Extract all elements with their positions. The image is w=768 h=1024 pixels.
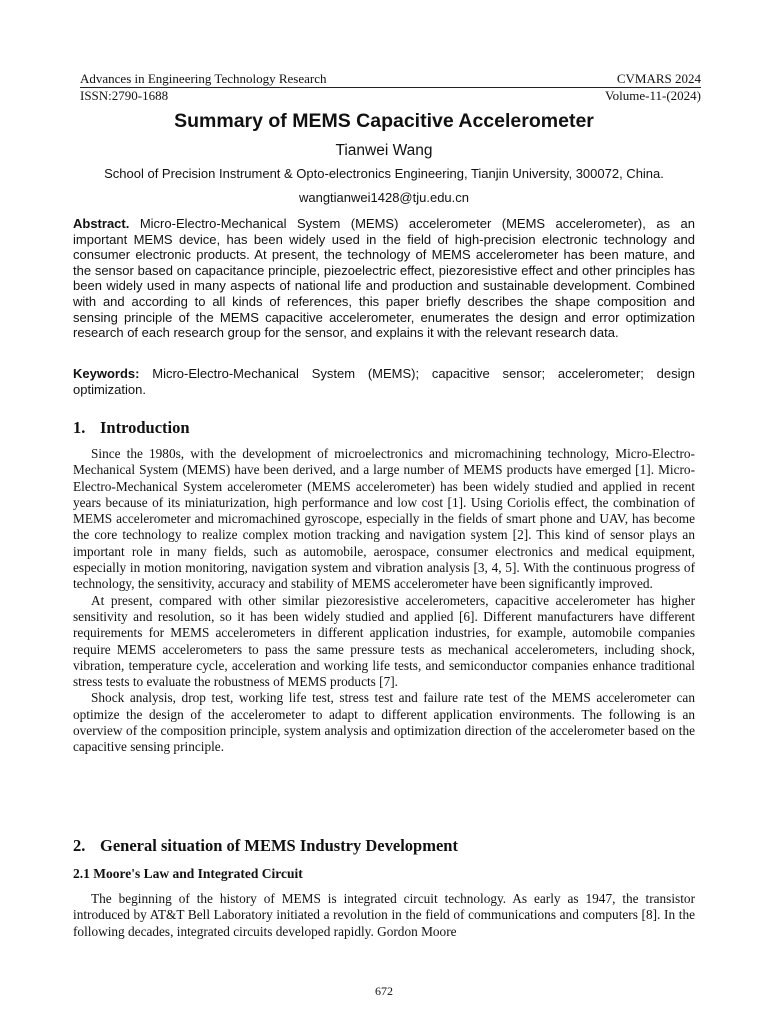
section-title: Introduction xyxy=(100,418,190,437)
keywords-text: Micro-Electro-Mechanical System (MEMS); capacitive sensor; accelerometer; design optimization. xyxy=(73,366,695,397)
running-header xyxy=(80,71,701,103)
keywords-label: Keywords: xyxy=(73,366,140,381)
paragraph: The beginning of the history of MEMS is integrated circuit technology. As early as 1947, the transistor introduced by AT&T Bell Laboratory initiated a revolution in the field of communications and computers [8]. In the following decades, integrated circuits developed rapidly. Gordon Moore xyxy=(73,891,695,939)
paragraph: Since the 1980s, with the development of microelectronics and micromachining technology, Micro-Electro-Mechanical System (MEMS) have been derived, and a large number of MEMS products have emerged [1]. Micro-Electro-Mechanical System accelerometer (MEMS accelerometer) has been widely studied and applied in recent years because of its miniaturization, high performance and low cost [1]. Using Coriolis effect, the combination of MEMS accelerometer and micromachined gyroscope, especially in the fields of smart phone and UAV, has become the core technology to realize complex motion tracking and navigation system [2]. This kind of sensor plays an important role in many fields, such as automobile, aerospace, consumer electronics and medical equipment, especially in motion monitoring, navigation system and vibration analysis [3, 4, 5]. With the continuous progress of technology, the sensitivity, accuracy and stability of MEMS accelerometer have been significantly improved. xyxy=(73,446,695,592)
paper-title: Summary of MEMS Capacitive Accelerometer xyxy=(174,110,594,132)
section-1-body xyxy=(73,446,695,756)
abstract-label: Abstract. xyxy=(73,216,130,231)
header-row-bottom xyxy=(80,88,701,103)
subsection-2-1-body xyxy=(73,891,695,940)
paragraph: Shock analysis, drop test, working life test, stress test and failure rate test of the MEMS accelerometer can optimize the design of the accelerometer to adapt to different application environments. The following is an overview of the composition principle, system analysis and optimization direction of the accelerometer based on the capacitive sensing principle. xyxy=(73,690,695,755)
subsection-2-1-heading: 2.1 Moore's Law and Integrated Circuit xyxy=(73,866,303,881)
section-2-heading xyxy=(73,836,458,856)
page-number: 672 xyxy=(375,984,393,998)
paragraph: At present, compared with other similar piezoresistive accelerometers, capacitive accelerometer has higher sensitivity and resolution, so it has been widely studied and applied [6]. Different manufacturers have different requirements for MEMS accelerometers in different application industries, for example, automobile companies require MEMS accelerometers to pass the same pressure tests as mechanical accelerometers, including shock, vibration, temperature cycle, acceleration and working life tests, and semiconductor companies enhance traditional stress tests to evaluate the robustness of MEMS products [7]. xyxy=(73,592,695,690)
section-number: 1. xyxy=(73,418,86,437)
keywords xyxy=(73,366,695,397)
author-email: wangtianwei1428@tju.edu.cn xyxy=(298,190,470,205)
section-1-heading xyxy=(73,418,190,438)
volume: Volume-11-(2024) xyxy=(604,88,701,103)
author-affiliation: School of Precision Instrument & Opto-electronics Engineering, Tianjin University, 300072, China. xyxy=(104,166,664,181)
conference-name: CVMARS 2024 xyxy=(616,71,701,86)
journal-name: Advances in Engineering Technology Research xyxy=(80,71,327,86)
header-row-top xyxy=(80,71,701,88)
section-number: 2. xyxy=(73,836,86,855)
abstract xyxy=(73,216,695,341)
abstract-text: Micro-Electro-Mechanical System (MEMS) accelerometer (MEMS accelerometer), as an important MEMS device, has been widely used in the field of high-precision electronic technology and consumer electronic products. At present, the technology of MEMS accelerometer has been mature, and the sensor based on capacitance principle, piezoelectric effect, piezoresistive effect and other principles has been widely used in many aspects of national life and production and sustainable development. Combined with and according to all kinds of references, this paper briefly describes the shape composition and sensing principle of the MEMS capacitive accelerometer, enumerates the design and error optimization research of each research group for the sensor, and explains it with the relevant research data. xyxy=(73,216,695,341)
section-title: General situation of MEMS Industry Development xyxy=(100,836,458,855)
author-name: Tianwei Wang xyxy=(335,142,433,159)
issn: ISSN:2790-1688 xyxy=(80,88,169,103)
